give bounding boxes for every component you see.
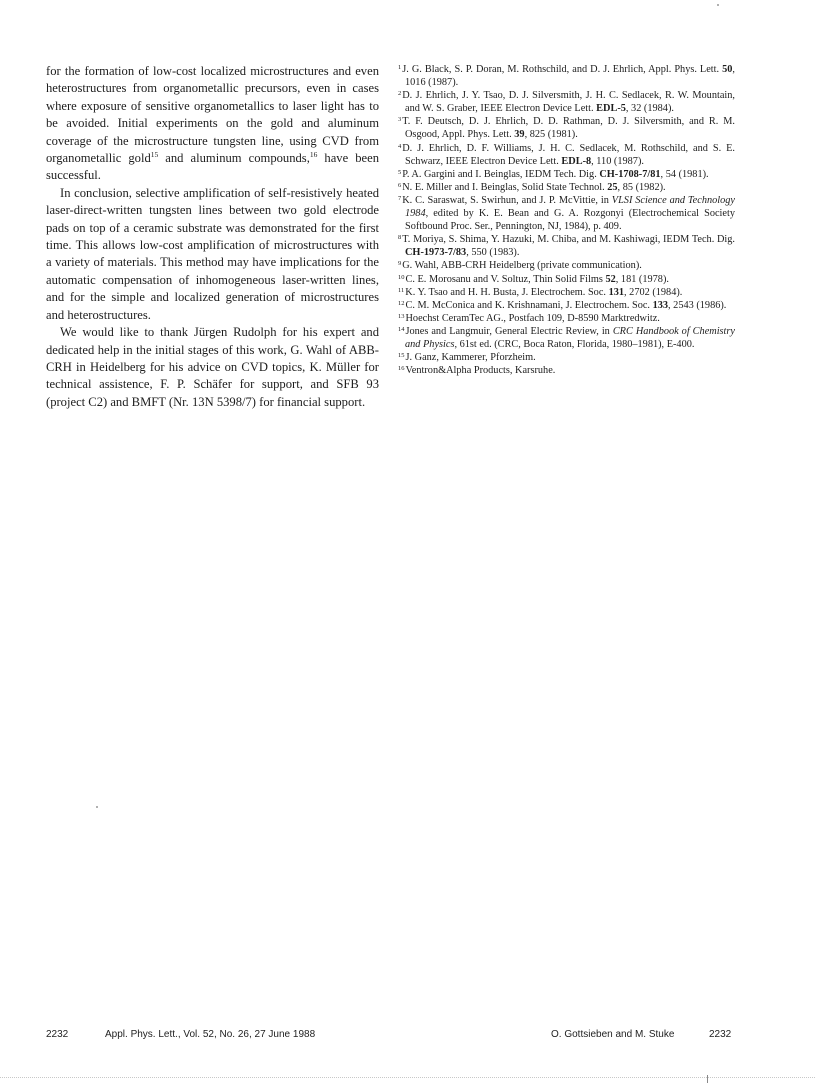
reference-item [398, 89, 735, 115]
reference-text: , 85 (1982). [617, 181, 666, 193]
reference-number: 3 [398, 116, 402, 124]
citation-superscript: 16 [309, 150, 318, 160]
reference-number: 10 [398, 273, 405, 281]
reference-number: 14 [398, 325, 405, 333]
reference-item [398, 181, 735, 194]
paragraph-conclusion: In conclusion, selective amplification of self-resistively heated laser-direct-written tungsten lines between two gold electrode pads on top of a ceramic substrate was demonstrated for the first time. This allows low-cost amplification of microstructures with a variety of materials. This method may have implications for the automatic compensation of inhomogeneous laser-written lines, and for the simple and localized generation of microstructures and heterostructures. [46, 185, 379, 322]
reference-item [398, 259, 735, 272]
reference-title: VLSI Science and Technology 1984 [405, 194, 735, 220]
reference-text: Jones and Langmuir, General Electric Review, in [405, 325, 613, 337]
paragraph-conclusion-lead [46, 63, 379, 185]
reference-item [398, 299, 735, 312]
reference-number: 1 [398, 64, 402, 71]
reference-list [398, 63, 735, 377]
reference-text: D. J. Ehrlich, J. Y. Tsao, D. J. Silversmith, J. H. C. Sedlacek, R. W. Mountain, and W. S. Graber, IEEE Electron Device Lett. [402, 90, 735, 115]
reference-volume: CH-1973-7/83 [405, 247, 467, 259]
reference-item [398, 312, 735, 325]
reference-text: , 550 (1983). [466, 247, 520, 259]
paragraph-text: for the formation of low-cost localized microstructures and even heterostructures from organometallic precursors, even in cases where exposure of sensitive organometallics to laser light has to be avoided. Initial experiments on the gold and aluminum coverage of the microstructure tungsten line, using CVD from organometallic gold [46, 64, 379, 166]
reference-text: D. J. Ehrlich, D. F. Williams, J. H. C. Sedlacek, M. Rothschild, and S. E. Schwarz, IEEE Electron Device Lett. [402, 142, 735, 167]
reference-text: T. F. Deutsch, D. J. Ehrlich, D. D. Rathman, D. J. Silversmith, and R. M. Osgood, Appl. Phys. Lett. [402, 116, 735, 141]
reference-number: 5 [398, 168, 402, 176]
page-number-left: 2232 [46, 1029, 69, 1040]
reference-text: , 181 (1978). [615, 273, 669, 285]
scan-mark [707, 1075, 708, 1083]
reference-text: , 2702 (1984). [624, 286, 683, 298]
reference-text: C. M. McConica and K. Krishnamani, J. Electrochem. Soc. [405, 299, 653, 311]
reference-text: , 110 (1987). [591, 155, 644, 167]
reference-item [398, 115, 735, 141]
reference-item [398, 351, 735, 364]
journal-citation: Appl. Phys. Lett., Vol. 52, No. 26, 27 June 1988 [105, 1029, 316, 1040]
reference-number: 7 [398, 194, 402, 202]
scan-speck [96, 806, 98, 808]
reference-text: , 61st ed. (CRC, Boca Raton, Florida, 1980–1981), E-400. [454, 338, 695, 350]
reference-item [398, 194, 735, 233]
reference-text: Hoechst CeramTec AG., Postfach 109, D-8590 Marktredwitz. [405, 312, 660, 324]
reference-number: 2 [398, 90, 402, 98]
reference-volume: 50 [722, 64, 733, 75]
reference-text: , 825 (1981). [524, 129, 578, 141]
reference-item [398, 273, 735, 286]
reference-number: 16 [398, 365, 405, 373]
reference-item [398, 142, 735, 168]
reference-text: J. Ganz, Kammerer, Pforzheim. [405, 352, 536, 364]
reference-text: K. Y. Tsao and H. H. Busta, J. Electrochem. Soc. [405, 286, 609, 298]
reference-number: 8 [398, 234, 402, 242]
page-footer [0, 1029, 815, 1043]
reference-text: J. G. Black, S. P. Doran, M. Rothschild, and D. J. Ehrlich, Appl. Phys. Lett. [402, 64, 723, 75]
reference-text: T. Moriya, S. Shima, Y. Hazuki, M. Chiba, and M. Kashiwagi, IEDM Tech. Dig. [402, 234, 735, 246]
reference-text: G. Wahl, ABB-CRH Heidelberg (private communication). [402, 260, 642, 272]
reference-item [398, 325, 735, 351]
reference-volume: EDL-8 [561, 155, 592, 167]
reference-text: , edited by K. E. Bean and G. A. Rozgonyi (Electrochemical Society Softbound Proc. Ser., Pennington, NJ, 1984), p. 409. [405, 208, 735, 233]
reference-text: Ventron&Alpha Products, Karsruhe. [405, 365, 556, 377]
reference-text: , 2543 (1986). [668, 299, 727, 311]
reference-volume: CH-1708-7/81 [599, 168, 661, 180]
reference-text: , 1016 (1987). [405, 64, 735, 89]
paragraph-text: and aluminum compounds, [158, 151, 310, 166]
reference-volume: 39 [514, 129, 525, 141]
paragraph-acknowledgments: We would like to thank Jürgen Rudolph for his expert and dedicated help in the initial stages of this work, G. Wahl of ABB-CRH in Heidelberg for his advice on CVD topics, K. Müller for technical assistence, F. P. Schäfer for support, and SFB 93 (project C2) and BMFT (Nr. 13N 5398/7) for financial support. [46, 325, 379, 409]
citation-superscript: 15 [150, 150, 159, 160]
reference-volume: 25 [607, 181, 618, 193]
reference-volume: 131 [608, 286, 625, 298]
reference-item [398, 168, 735, 181]
reference-volume: 133 [652, 299, 669, 311]
reference-number: 13 [398, 312, 405, 320]
scan-speck [717, 4, 719, 6]
reference-item [398, 233, 735, 259]
body-text-column [46, 63, 379, 411]
reference-text: C. E. Morosanu and V. Soltuz, Thin Solid Films [405, 273, 606, 285]
reference-text: P. A. Gargini and I. Beinglas, IEDM Tech. Dig. [402, 168, 600, 180]
page-number-right: 2232 [709, 1029, 732, 1040]
reference-volume: EDL-5 [596, 103, 626, 115]
reference-number: 11 [398, 286, 405, 294]
reference-item [398, 63, 735, 89]
footer-authors: O. Gottsieben and M. Stuke [551, 1029, 675, 1040]
reference-text: , 54 (1981). [660, 168, 709, 180]
reference-number: 4 [398, 142, 402, 150]
paragraph-text: have been successful. [46, 151, 380, 183]
reference-number: 15 [398, 352, 405, 360]
reference-text: N. E. Miller and I. Beinglas, Solid State Technol. [402, 181, 608, 193]
reference-title: CRC Handbook of Chemistry and Physics [405, 325, 736, 350]
reference-number: 6 [398, 181, 402, 189]
reference-number: 12 [398, 299, 405, 307]
reference-volume: 52 [605, 273, 616, 285]
scan-edge-line [0, 1077, 815, 1079]
reference-text: , 32 (1984). [625, 103, 674, 115]
reference-number: 9 [398, 260, 402, 268]
reference-text: K. C. Saraswat, S. Swirhun, and J. P. McVittie, in [402, 194, 612, 206]
reference-item [398, 286, 735, 299]
reference-item [398, 364, 735, 377]
